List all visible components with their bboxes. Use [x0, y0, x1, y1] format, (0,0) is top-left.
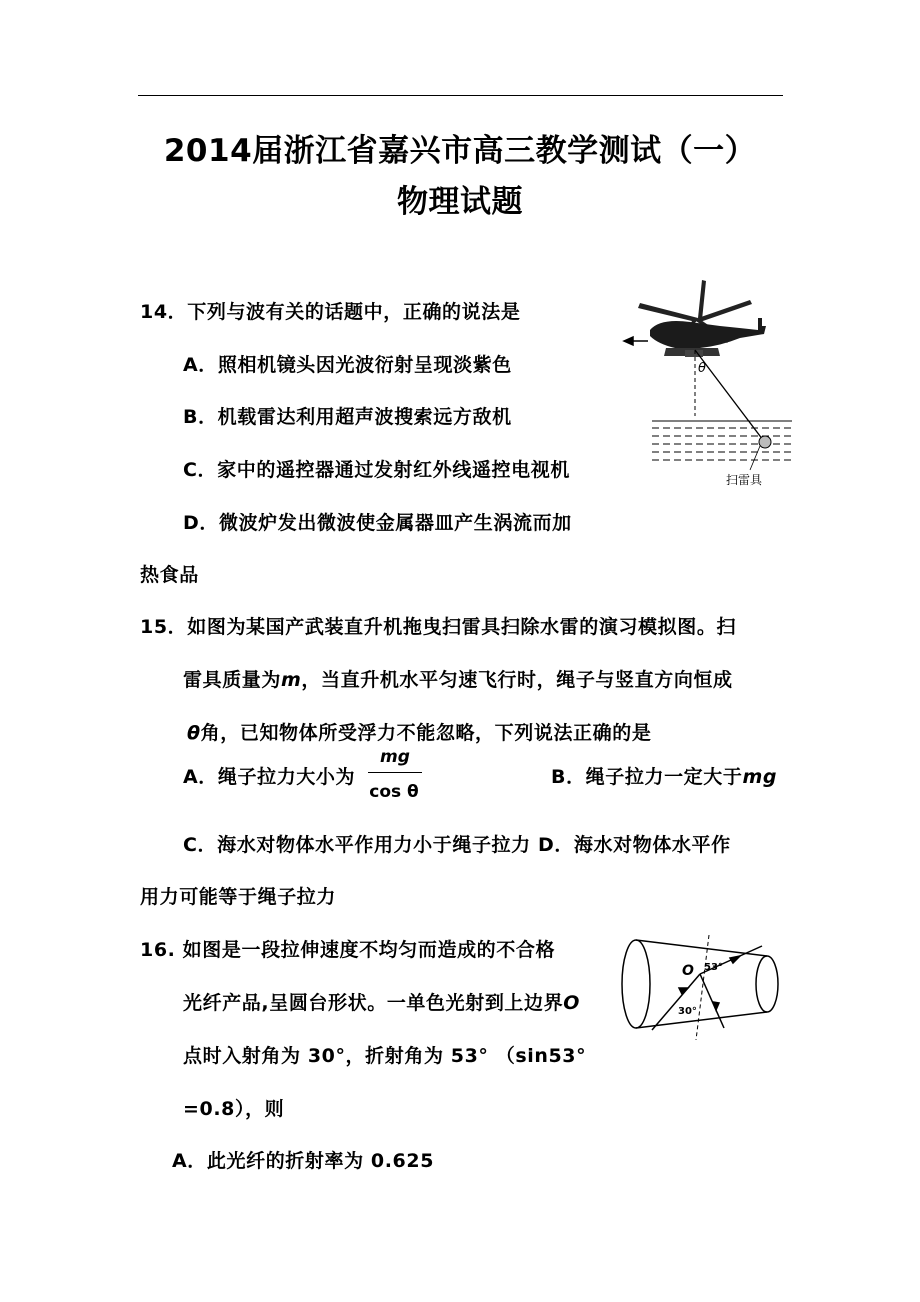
q15-option-b	[551, 762, 777, 789]
q14-stem: 14．下列与波有关的话题中，正确的说法是	[140, 301, 521, 323]
q14-option-c: C．家中的遥控器通过发射红外线遥控电视机	[183, 459, 570, 481]
q15-option-a-numerator: mg	[380, 747, 410, 767]
q15-fraction-bar	[368, 772, 422, 773]
angle-theta-label: θ	[698, 361, 706, 376]
q15-var-theta: θ	[187, 722, 201, 744]
minesweeper-caption: 扫雷具	[726, 473, 763, 487]
q14-option-a: A．照相机镜头因光波衍射呈现淡紫色	[183, 354, 512, 376]
helicopter-figure	[620, 278, 795, 493]
q15-option-cd: C．海水对物体水平作用力小于绳子拉力 D．海水对物体水平作	[183, 834, 731, 856]
point-o-label: O	[682, 963, 694, 979]
flight-direction-arrow	[624, 337, 648, 345]
q15-stem-line3	[187, 718, 651, 745]
q15-stem-line2-pre: 雷具质量为	[183, 669, 282, 691]
q15-option-a: A．绳子拉力大小为	[183, 766, 356, 788]
q15-stem-line2-post: ，当直升机水平匀速飞行时，绳子与竖直方向恒成	[301, 669, 733, 691]
q15-var-m: m	[281, 669, 302, 691]
q16-stem-line4: =0.8），则	[183, 1098, 285, 1120]
q16-option-a: A．此光纤的折射率为 0.625	[172, 1150, 435, 1172]
q15-option-b-var: mg	[742, 766, 778, 788]
q15-stem-line3-post: 角，已知物体所受浮力不能忽略，下列说法正确的是	[200, 722, 652, 744]
helicopter-body	[650, 318, 766, 357]
angle-30-label: 30°	[678, 1006, 697, 1017]
q16-stem-line2	[183, 988, 580, 1015]
q15-option-b-text: B．绳子拉力一定大于	[551, 766, 743, 788]
angle-53-label: 53°	[704, 962, 723, 973]
q15-option-a-denominator: cos θ	[369, 782, 419, 802]
q14-option-d: D．微波炉发出微波使金属器皿产生涡流而加	[183, 512, 572, 534]
optical-fiber-figure	[612, 930, 787, 1055]
page-subtitle: 物理试题	[397, 184, 523, 220]
q14-option-b: B．机载雷达利用超声波搜索远方敌机	[183, 406, 512, 428]
q15-option-d-cont: 用力可能等于绳子拉力	[140, 886, 337, 908]
q16-stem-line3: 点时入射角为 30°，折射角为 53° （sin53°	[183, 1045, 587, 1067]
normal-line	[696, 935, 709, 1040]
caption-leader-line	[750, 446, 760, 470]
q16-stem-line1: 16. 如图是一段拉伸速度不均匀而造成的不合格	[140, 939, 556, 961]
page-title: 2014届浙江省嘉兴市高三教学测试（一）	[163, 133, 757, 169]
q14-option-d-cont: 热食品	[140, 564, 199, 586]
q15-stem-line2	[183, 665, 733, 692]
header-rule	[138, 95, 783, 96]
q15-stem-line1: 15．如图为某国产武装直升机拖曳扫雷具扫除水雷的演习模拟图。扫	[140, 616, 737, 638]
q16-stem-line2-pre: 光纤产品,呈圆台形状。一单色光射到上边界	[183, 992, 564, 1014]
minesweeper-ball	[759, 436, 771, 448]
q16-var-o: O	[563, 992, 580, 1014]
fiber-frustum	[622, 940, 778, 1028]
